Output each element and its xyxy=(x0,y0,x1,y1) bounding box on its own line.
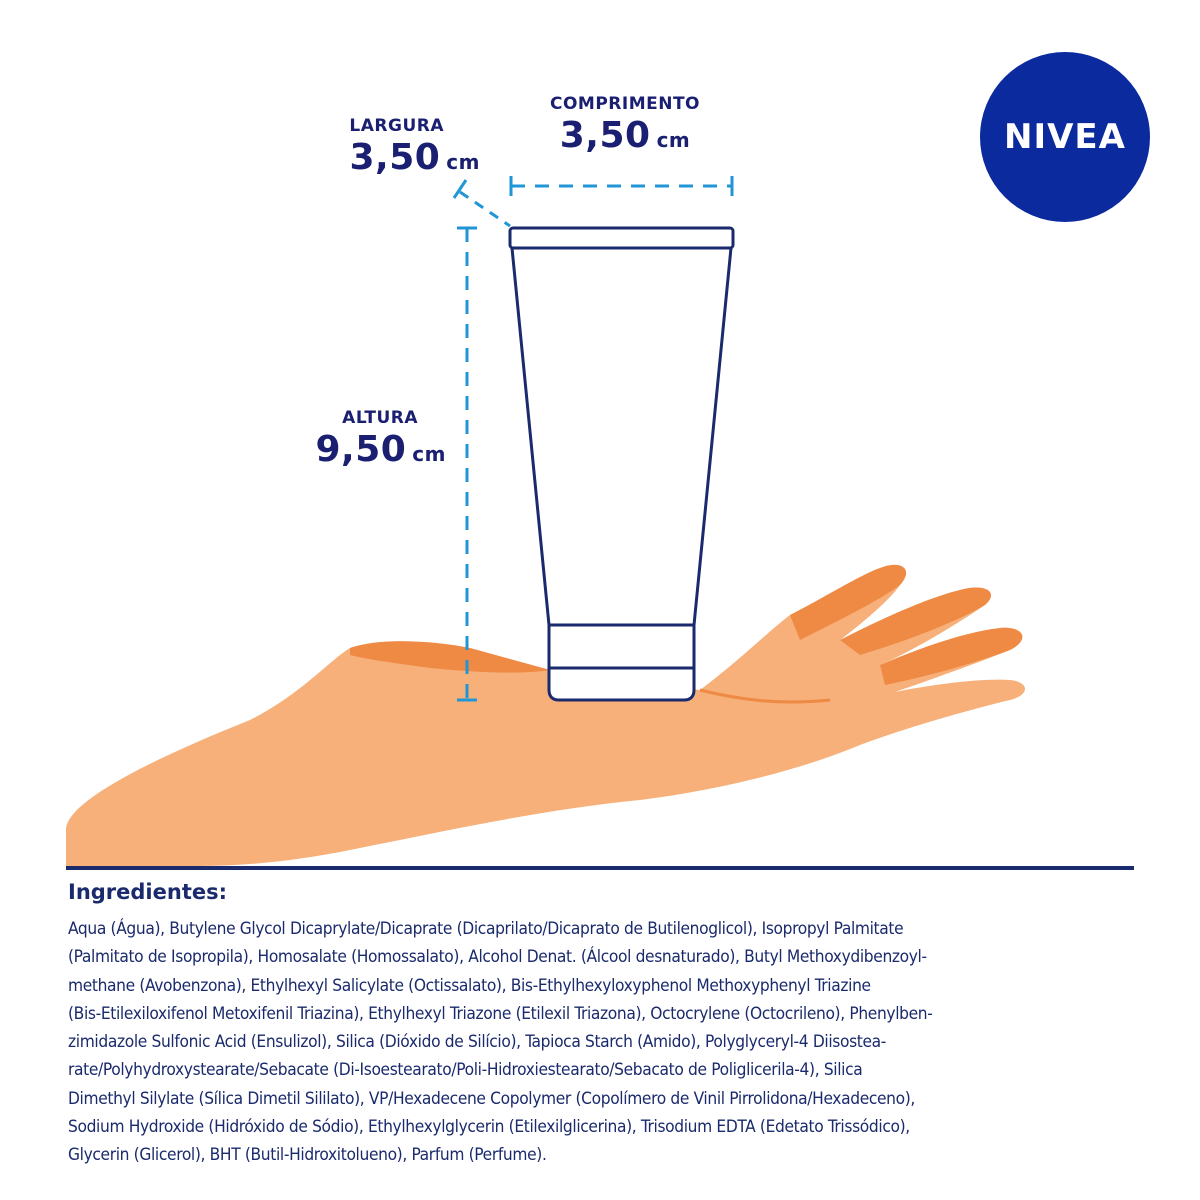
ingredients-list xyxy=(68,915,1148,1170)
ingredients-line: rate/Polyhydroxystearate/Sebacate (Di-Isoestearato/Poli-Hidroxiestearato/Sebacato de Poliglicerila-4), Silica xyxy=(68,1060,863,1081)
ingredients-line: Aqua (Água), Butylene Glycol Dicaprylate/Dicaprate (Dicaprilato/Dicaprato de Butilenoglicol), Isopropyl Palmitate xyxy=(68,919,904,939)
ingredients-line: methane (Avobenzona), Ethylhexyl Salicylate (Octissalato), Bis-Ethylhexyloxyphenol Methoxyphenyl Triazine xyxy=(68,975,871,996)
ingredients-line: Dimethyl Silylate (Sílica Dimetil Sililato), VP/Hexadecene Copolymer (Copolímero de Vinil Pirrolidona/Hexadeceno), xyxy=(68,1088,915,1109)
width-label xyxy=(330,116,480,176)
width-caption: LARGURA xyxy=(349,116,444,136)
ingredients-line: (Bis-Etilexiloxifenol Metoxifenil Triazina), Ethylhexyl Triazone (Etilexil Triazona), Octocrylene (Octocrileno), Phenylben- xyxy=(68,1003,933,1024)
length-value: 3,50 xyxy=(559,115,651,156)
length-label xyxy=(540,94,710,154)
tube-cap xyxy=(549,625,694,700)
ingredients-line: zimidazole Sulfonic Acid (Ensulizol), Silica (Dióxido de Silício), Tapioca Starch (Amido), Polyglyceryl-4 Diisostea- xyxy=(68,1032,887,1053)
height-value: 9,50 xyxy=(315,429,407,470)
tube-crimp xyxy=(510,228,733,248)
length-unit: cm xyxy=(656,128,691,152)
logo-text: NIVEA xyxy=(1004,117,1126,157)
hand-shape xyxy=(66,565,1025,866)
tube-body xyxy=(512,248,731,625)
nivea-logo xyxy=(980,52,1150,222)
height-caption: ALTURA xyxy=(342,408,418,428)
width-unit: cm xyxy=(446,150,480,174)
section-divider xyxy=(66,866,1134,870)
width-line xyxy=(460,192,510,226)
ingredients-line: Glycerin (Glicerol), BHT (Butil-Hidroxitolueno), Parfum (Perfume). xyxy=(68,1145,547,1166)
height-label xyxy=(306,408,446,468)
ingredients-title: Ingredientes: xyxy=(68,880,227,904)
width-value: 3,50 xyxy=(349,137,441,178)
height-unit: cm xyxy=(412,442,446,466)
ingredients-line: (Palmitato de Isopropila), Homosalate (Homossalato), Alcohol Denat. (Álcool desnaturado), Butyl Methoxydibenzoyl- xyxy=(68,947,927,968)
hand-illustration xyxy=(66,565,1025,866)
product-tube xyxy=(510,228,733,700)
length-caption: COMPRIMENTO xyxy=(549,94,701,114)
ingredients-line: Sodium Hydroxide (Hidróxido de Sódio), Ethylhexylglycerin (Etilexilglicerina), Trisodium EDTA (Edetato Trissódico), xyxy=(68,1117,910,1138)
